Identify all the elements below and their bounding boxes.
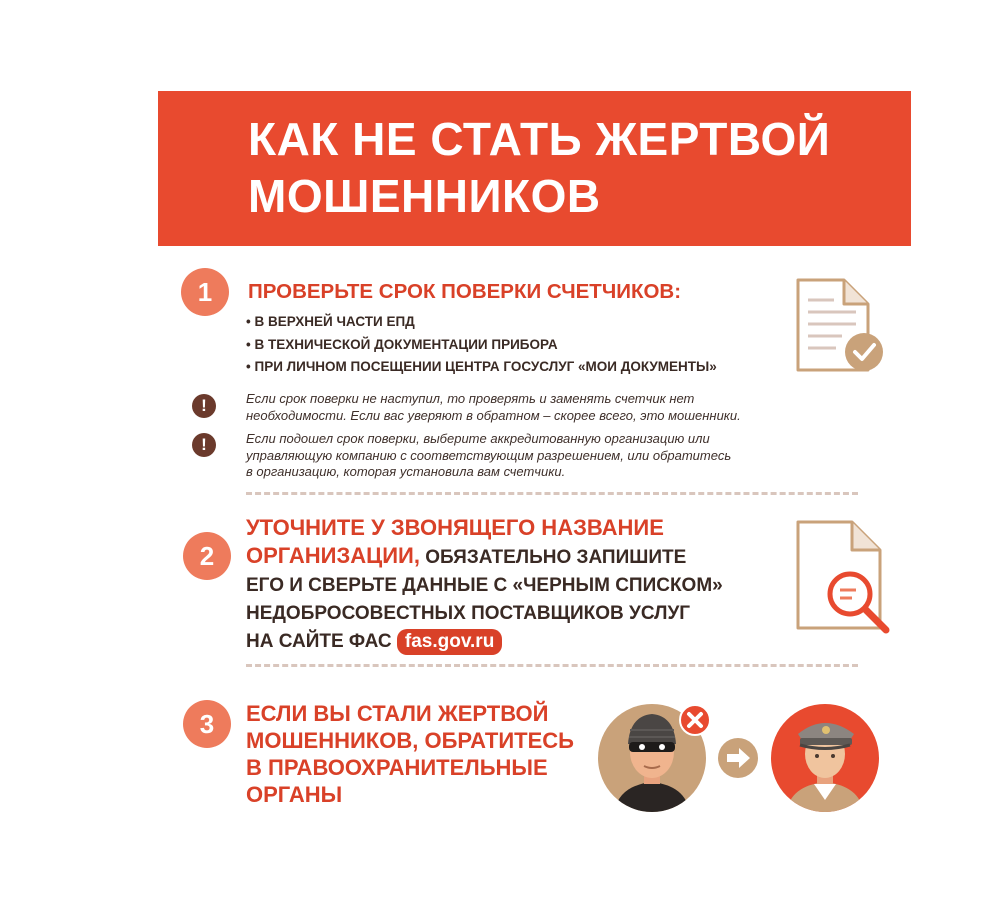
- warning-icon: !: [192, 433, 216, 457]
- document-search-icon: [796, 520, 896, 636]
- list-item: • В ВЕРХНЕЙ ЧАСТИ ЕПД: [246, 311, 717, 334]
- step-number-2: 2: [183, 532, 231, 580]
- police-officer-icon: [770, 700, 884, 816]
- warning-icon: !: [192, 394, 216, 418]
- section2-line-2-dark: ОБЯЗАТЕЛЬНО ЗАПИШИТЕ: [419, 547, 687, 568]
- section3-text: ЕСЛИ ВЫ СТАЛИ ЖЕРТВОЙ МОШЕННИКОВ, ОБРАТИТЕСЬ В ПРАВООХРАНИТЕЛЬНЫЕ ОРГАНЫ: [246, 701, 574, 807]
- divider: [246, 492, 858, 495]
- section2-line-4: НЕДОБРОСОВЕСТНЫХ ПОСТАВЩИКОВ УСЛУГ: [246, 603, 691, 624]
- page-title: [248, 111, 908, 225]
- section2-line-2-red: ОРГАНИЗАЦИИ,: [246, 543, 420, 568]
- section2-text: [246, 514, 766, 656]
- arrow-right-icon: [717, 737, 759, 779]
- section2-line-3: ЕГО И СВЕРЬТЕ ДАННЫЕ С «ЧЕРНЫМ СПИСКОМ»: [246, 575, 723, 596]
- document-check-icon: [792, 278, 888, 374]
- note-1: Если срок поверки не наступил, то проверять и заменять счетчик нет необходимости. Если вас уверяют в обратном – скорее всего, это мошенники.: [246, 391, 741, 423]
- list-item: • В ТЕХНИЧЕСКОЙ ДОКУМЕНТАЦИИ ПРИБОРА: [246, 334, 717, 357]
- step-number-3: 3: [183, 700, 231, 748]
- section2-line-1: УТОЧНИТЕ У ЗВОНЯЩЕГО НАЗВАНИЕ: [246, 515, 664, 540]
- title-line-2: МОШЕННИКОВ: [248, 170, 601, 222]
- divider: [246, 664, 858, 667]
- note-2: Если подошел срок поверки, выберите аккредитованную организацию или управляющую компанию с соответствующим разрешением, или обратитесь в организацию, которая установила вам счетчики.: [246, 431, 732, 479]
- close-icon: [678, 703, 712, 737]
- list-item: • ПРИ ЛИЧНОМ ПОСЕЩЕНИИ ЦЕНТРА ГОСУСЛУГ «МОИ ДОКУМЕНТЫ»: [246, 356, 717, 379]
- fas-site-link[interactable]: fas.gov.ru: [397, 629, 502, 655]
- step-number-1: 1: [181, 268, 229, 316]
- section1-bullet-list: [246, 311, 717, 379]
- section1-heading: ПРОВЕРЬТЕ СРОК ПОВЕРКИ СЧЕТЧИКОВ:: [248, 280, 682, 303]
- title-line-1: КАК НЕ СТАТЬ ЖЕРТВОЙ: [248, 113, 831, 165]
- section2-line-5: НА САЙТЕ ФАС: [246, 631, 392, 652]
